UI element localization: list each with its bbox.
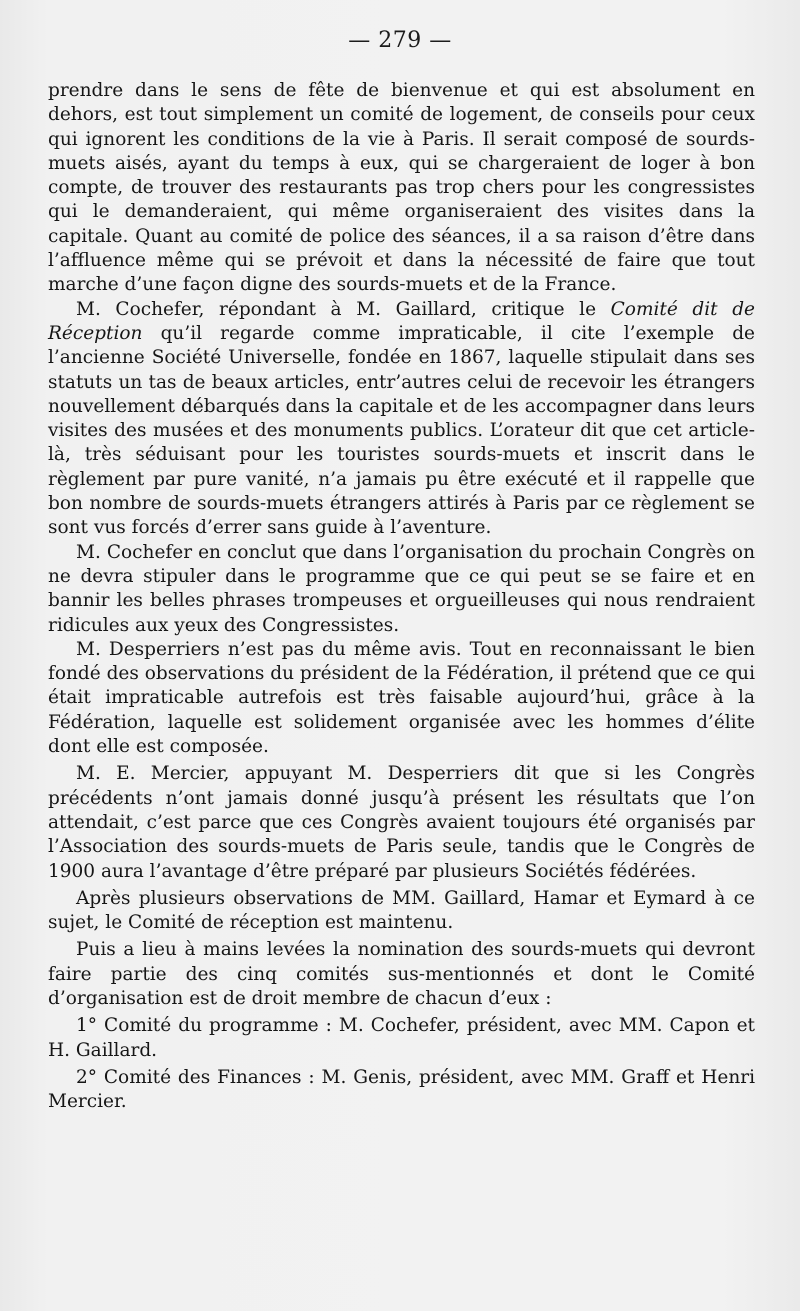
paragraph-1: prendre dans le sens de fête de bienvenue et qui est absolument en dehors, est tout simplement un comité de logement, de conseils pour ceux qui ignorent les conditions de la vie à Paris. Il serait composé de sourds-muets aisés, ayant du temps à eux, qui se chargeraient de loger à bon compte, de trouver des restaurants pas trop chers pour les congressistes qui le demanderaient, qui même organiseraient des visites dans la capitale. Quant au comité de police des séances, il a sa raison d’être dans l’affluence même qui se prévoit et dans la nécessité de faire que tout marche d’une façon digne des sourds-muets et de la France. xyxy=(48,80,755,296)
paragraph-2-italic: Comité dit de Réception xyxy=(48,298,755,344)
paragraph-8: 1° Comité du programme : M. Cochefer, président, avec MM. Capon et H. Gaillard. xyxy=(48,1015,755,1061)
page-number: — 279 — xyxy=(348,28,452,53)
paragraph-6: Après plusieurs observations de MM. Gaillard, Hamar et Eymard à ce sujet, le Comité de réception est maintenu. xyxy=(48,887,755,934)
paragraph-9: 2° Comité des Finances : M. Genis, président, avec MM. Graff et Henri Mercier. xyxy=(48,1066,755,1113)
paragraph-7: Puis a lieu à mains levées la nomination des sourds-muets qui devront faire partie des cinq comités sus-mentionnés et dont le Comité d’organisation est de droit membre de chacun d’eux : xyxy=(48,939,755,1009)
paragraph-2-end: qu’il regarde comme impraticable, il cite l’exemple de l’ancienne Société Universelle, fondée en 1867, laquelle stipulait dans ses statuts un tas de beaux articles, entr’autres celui de recevoir les étrangers nouvellement débarqués dans la capitale et de les accompagner dans leurs visites des musées et des monuments publics. L’orateur dit que cet article-là, très séduisant pour les touristes sourds-muets et inscrit dans le règlement par pure vanité, n’a jamais pu être exécuté et il rappelle que bon nombre de sourds-muets étrangers attirés à Paris par ce règlement se sont vus forcés d’errer sans guide à l’aventure. xyxy=(48,322,755,539)
paragraph-2-start: M. Cochefer, répondant à M. Gaillard, critique le xyxy=(76,298,611,320)
paragraph-4: M. Desperriers n’est pas du même avis. Tout en reconnaissant le bien fondé des observations du président de la Fédération, il prétend que ce qui était impraticable autrefois est très faisable aujourd’hui, grâce à la Fédération, laquelle est solidement organisée avec les hommes d’élite dont elle est composée. xyxy=(48,638,755,758)
body-text xyxy=(48,79,755,1114)
paragraph-5: M. E. Mercier, appuyant M. Desperriers dit que si les Congrès précédents n’ont jamais donné jusqu’à présent les résultats que l’on attendait, c’est parce que ces Congrès avaient toujours été organisés par l’Association des sourds-muets de Paris seule, tandis que le Congrès de 1900 aura l’avantage d’être préparé par plusieurs Sociétés fédérées. xyxy=(48,763,755,882)
paragraph-3: M. Cochefer en conclut que dans l’organisation du prochain Congrès on ne devra stipuler dans le programme que ce qui peut se se faire et en bannir les belles phrases trompeuses et orgueilleuses qui nous rendraient ridicules aux yeux des Congressistes. xyxy=(48,541,755,636)
paragraph-2 xyxy=(48,298,755,541)
